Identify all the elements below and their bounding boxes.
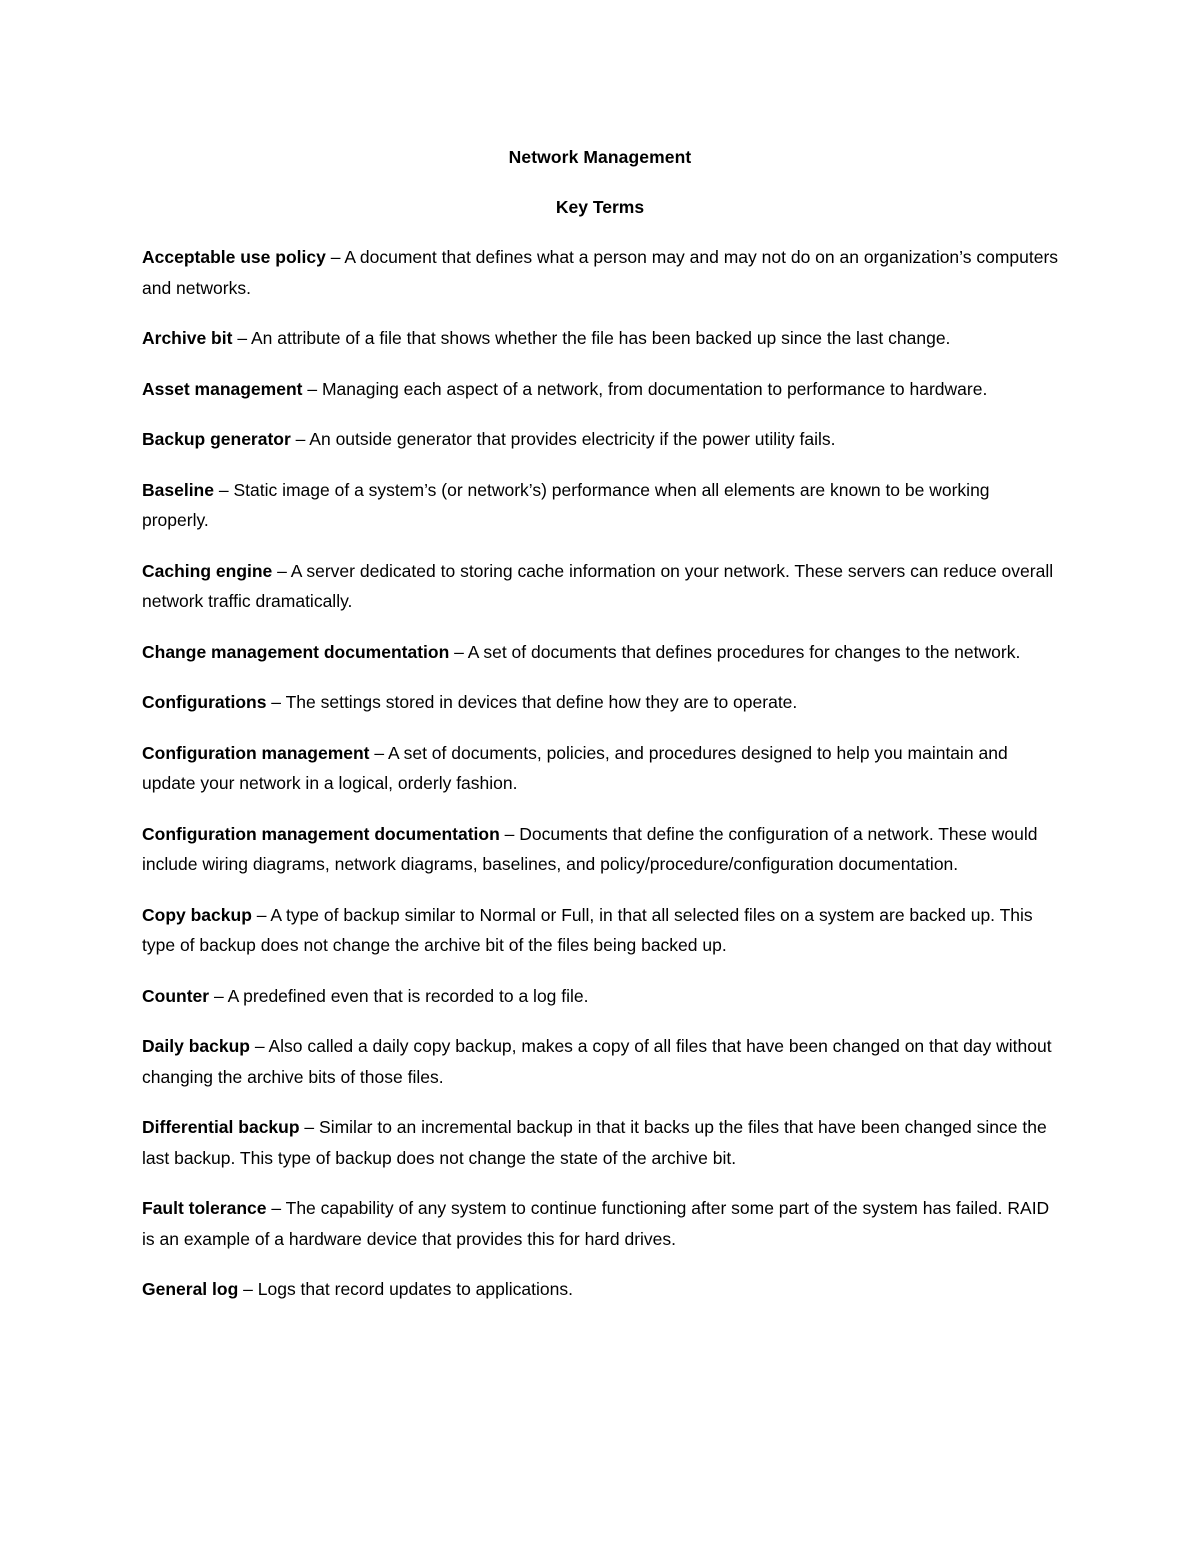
term-entry: [142, 1031, 1060, 1092]
term-name: Change management documentation: [142, 641, 450, 662]
term-name: Baseline: [142, 479, 214, 500]
term-definition: Logs that record updates to applications.: [257, 1279, 573, 1299]
term-separator: –: [238, 1279, 258, 1299]
term-separator: –: [266, 692, 286, 712]
term-name: Copy backup: [142, 904, 252, 925]
term-definition: An attribute of a file that shows whether the file has been backed up since the last change.: [250, 328, 951, 348]
term-entry: [142, 981, 1060, 1012]
term-name: Asset management: [142, 378, 303, 399]
document-subtitle: Key Terms: [555, 197, 645, 217]
term-name: Acceptable use policy: [142, 247, 326, 267]
term-entry: [142, 242, 1060, 303]
term-definition: A type of backup similar to Normal or Full, in that all selected files on a system are backed up. This type of backup does not change the archive bit of the files being backed up.: [142, 904, 1033, 955]
term-entry: [142, 900, 1060, 961]
term-name: General log: [142, 1279, 239, 1299]
term-definition: The capability of any system to continue functioning after some part of the system has failed. RAID is an example of a hardware device that provides this for hard drives.: [142, 1198, 1050, 1249]
term-separator: –: [499, 823, 520, 844]
key-terms-list: [142, 242, 1060, 1325]
term-definition: The settings stored in devices that define how they are to operate.: [285, 692, 798, 712]
term-definition: Managing each aspect of a network, from documentation to performance to hardware.: [321, 378, 988, 399]
term-definition: Static image of a system’s (or network’s) performance when all elements are known to be working properly.: [142, 479, 990, 530]
term-entry: [142, 424, 1060, 455]
term-name: Daily backup: [142, 1036, 250, 1056]
term-separator: –: [272, 560, 291, 581]
term-name: Configuration management documentation: [142, 823, 500, 844]
term-separator: –: [299, 1117, 320, 1137]
term-definition: A document that defines what a person may and may not do on an organization’s computers and networks.: [142, 247, 1059, 298]
term-separator: –: [449, 641, 468, 662]
term-definition: A set of documents, policies, and procedures designed to help you maintain and update your network in a logical, orderly fashion.: [142, 742, 1008, 793]
term-definition: Documents that define the configuration of a network. These would include wiring diagrams, network diagrams, baselines, and policy/procedure/configuration documentation.: [142, 823, 1038, 874]
term-separator: –: [302, 378, 322, 399]
term-entry: [142, 819, 1060, 880]
term-separator: –: [251, 904, 271, 925]
term-separator: –: [213, 479, 234, 500]
term-separator: –: [266, 1198, 286, 1218]
term-entry: [142, 374, 1060, 405]
term-entry: [142, 637, 1060, 668]
term-separator: –: [325, 247, 345, 267]
term-entry: [142, 687, 1060, 718]
term-definition: An outside generator that provides electricity if the power utility fails.: [309, 429, 836, 449]
term-definition: Also called a daily copy backup, makes a copy of all files that have been changed on that day without changing the archive bits of those files.: [142, 1036, 1052, 1087]
term-name: Caching engine: [142, 560, 273, 581]
term-entry: [142, 738, 1060, 799]
term-entry: [142, 1193, 1060, 1254]
term-entry: [142, 1112, 1060, 1173]
term-definition: A server dedicated to storing cache information on your network. These servers can reduce overall network traffic dramatically.: [142, 560, 1054, 611]
term-name: Differential backup: [142, 1117, 300, 1137]
document-title: Network Management: [508, 147, 692, 167]
term-entry: [142, 556, 1060, 617]
term-name: Counter: [142, 985, 210, 1006]
term-name: Archive bit: [142, 328, 233, 348]
term-name: Configuration management: [142, 742, 370, 763]
term-definition: A set of documents that defines procedures for changes to the network.: [467, 641, 1021, 662]
term-entry: [142, 1274, 1060, 1305]
term-separator: –: [249, 1036, 269, 1056]
term-definition: Similar to an incremental backup in that it backs up the files that have been changed since the last backup. This type of backup does not change the state of the archive bit.: [142, 1117, 1047, 1168]
term-separator: –: [209, 985, 228, 1006]
term-name: Fault tolerance: [142, 1198, 267, 1218]
term-definition: A predefined even that is recorded to a log file.: [227, 985, 589, 1006]
term-name: Configurations: [142, 692, 267, 712]
term-separator: –: [290, 429, 310, 449]
term-entry: [142, 323, 1060, 354]
term-entry: [142, 475, 1060, 536]
term-separator: –: [369, 742, 389, 763]
term-name: Backup generator: [142, 429, 291, 449]
term-separator: –: [232, 328, 251, 348]
